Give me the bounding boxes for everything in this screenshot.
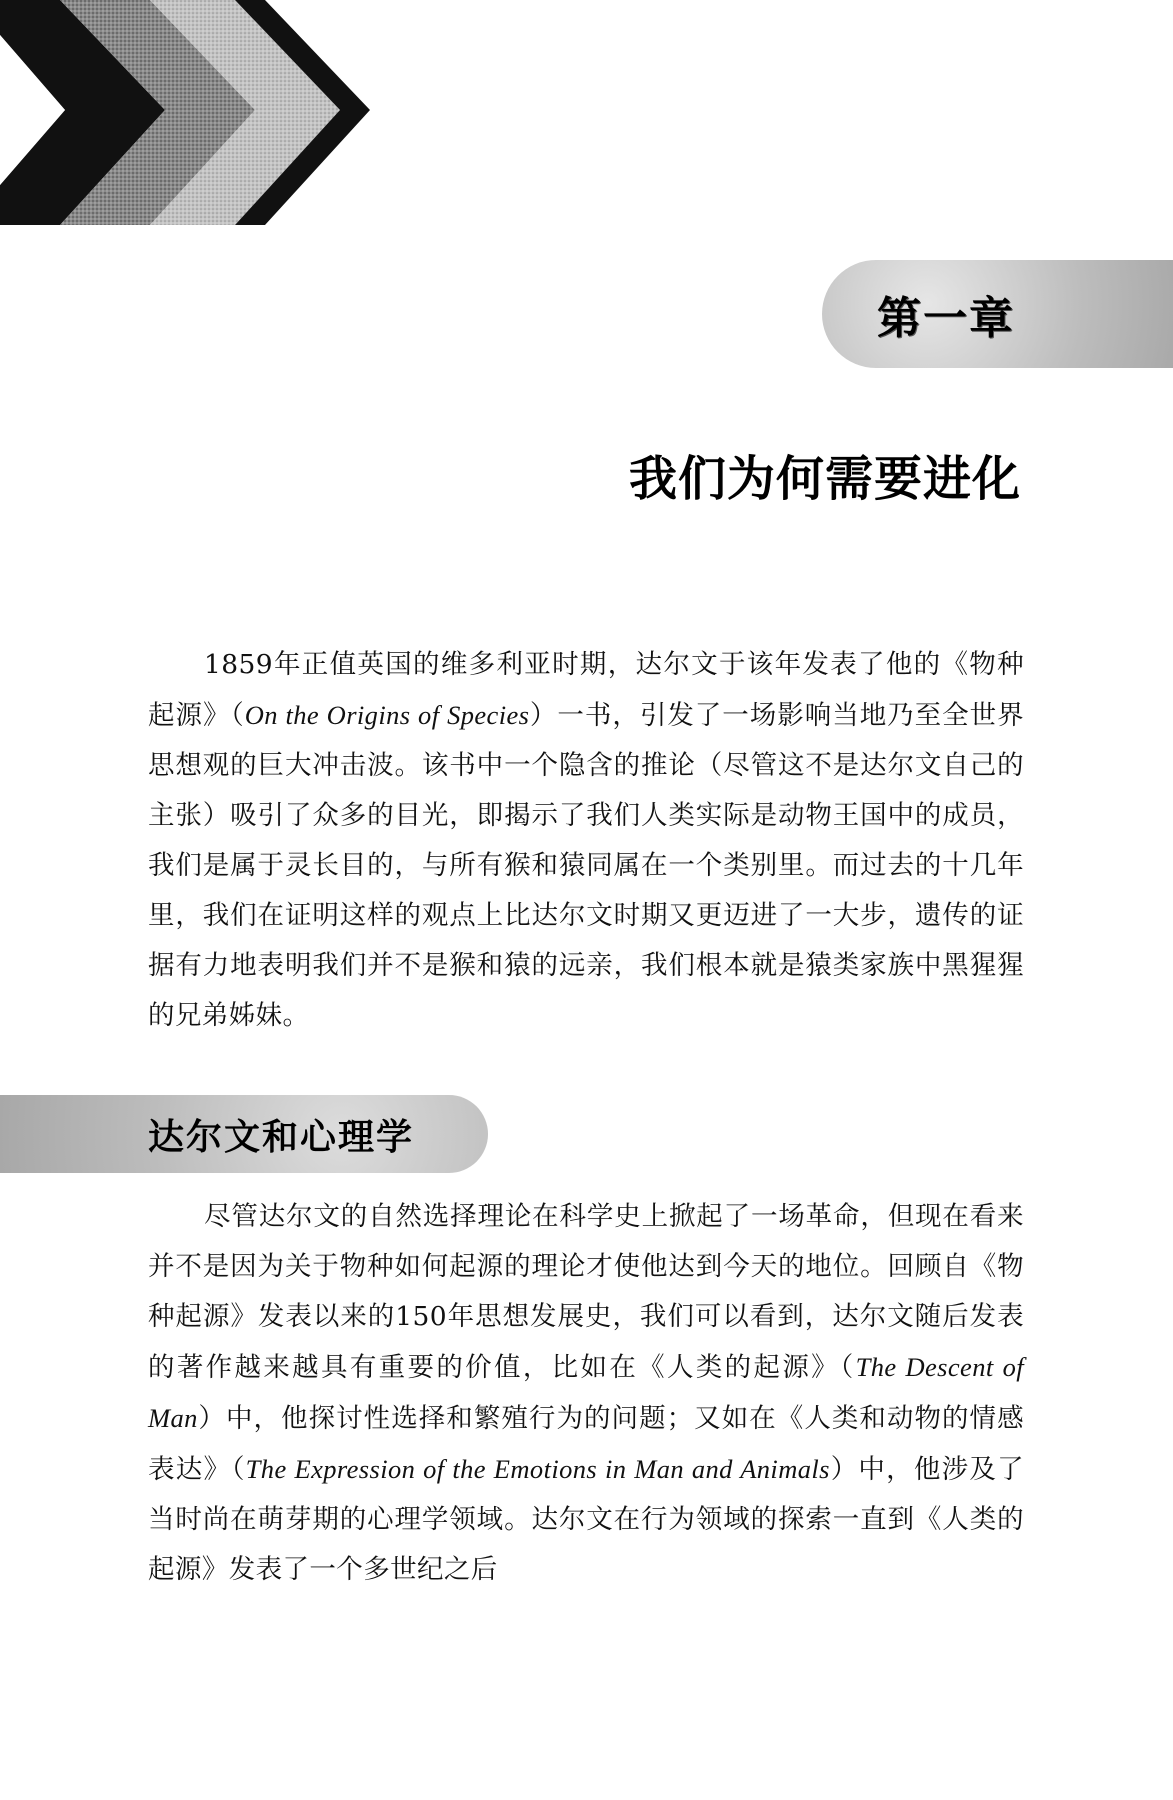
chapter-title: 我们为何需要进化 — [628, 451, 1021, 507]
intro-text-a: 1859年正值英国的维多利亚时期，达尔文于该年发表了他的《物种起源》（ — [148, 649, 1024, 731]
intro-book-title-en: On the Origins of Species — [244, 700, 530, 730]
section-text-a: 尽管达尔文的自然选择理论在科学史上掀起了一场革命，但现在看来并不是因为关于物种如何起源的理论才使他达到今天的地位。回顾自《物种起源》发表以来的150年思想发展史，我们可以看到，达尔文随后发表的著作越来越具有重要的价值，比如在《人类的起源》（ — [148, 1201, 1024, 1383]
chevron-arrows-decoration — [0, 0, 380, 230]
section-title: 达尔文和心理学 — [148, 1115, 415, 1158]
chapter-label: 第一章 — [877, 293, 1015, 344]
section-heading-bar — [0, 1095, 488, 1173]
intro-paragraph — [148, 640, 1024, 1041]
section-paragraph — [148, 1192, 1024, 1595]
section-book-title-en-1: The Descent of Man — [148, 1352, 1025, 1433]
intro-text-b: ）一书，引发了一场影响当地乃至全世界思想观的巨大冲击波。该书中一个隐含的推论（尽管这不是达尔文自己的主张）吸引了众多的目光，即揭示了我们人类实际是动物王国中的成员，我们是属于灵长目的，与所有猴和猿同属在一个类别里。而过去的十几年里，我们在证明这样的观点上比达尔文时期又更迈进了一大步，遗传的证据有力地表明我们并不是猴和猿的远亲，我们根本就是猿类家族中黑猩猩的兄弟姊妹。 — [148, 700, 1025, 1031]
chapter-badge — [822, 260, 1173, 368]
section-book-title-en-2: The Expression of the Emotions in Man and Animals — [245, 1454, 830, 1484]
section-text-c: ）中，他涉及了当时尚在萌芽期的心理学领域。达尔文在行为领域的探索一直到《人类的起源》发表了一个多世纪之后 — [148, 1454, 1024, 1585]
section-text-b: ）中，他探讨性选择和繁殖行为的问题；又如在《人类和动物的情感表达》（ — [148, 1403, 1024, 1485]
